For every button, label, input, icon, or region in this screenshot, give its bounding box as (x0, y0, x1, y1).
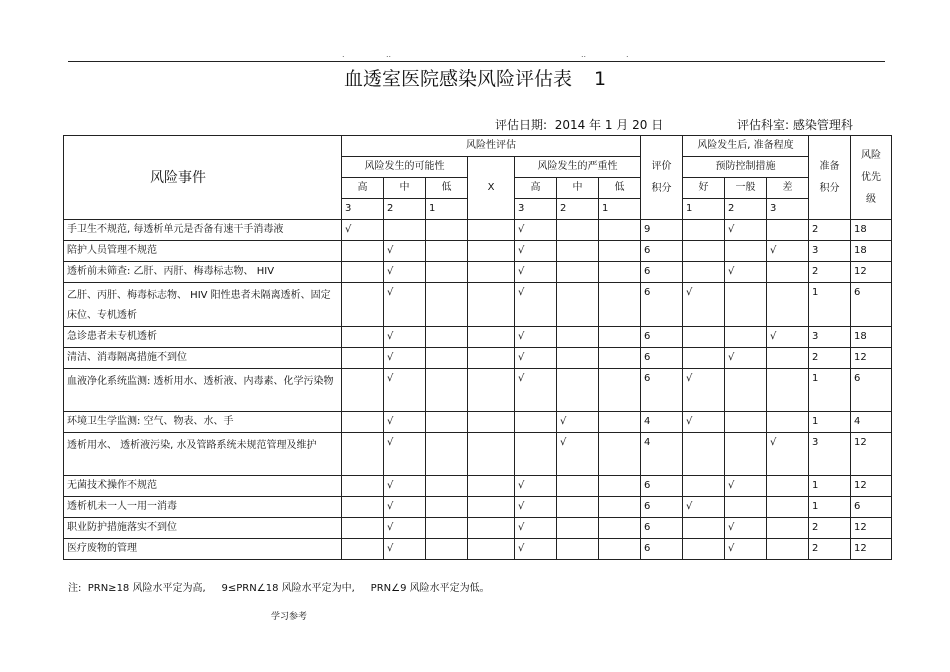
empty-cell (683, 518, 725, 539)
empty-cell (599, 518, 641, 539)
empty-cell (725, 327, 767, 348)
empty-cell (683, 433, 725, 476)
risk-event-cell: 环境卫生学监测: 空气、物表、水、手 (64, 412, 342, 433)
priority-cell: 18 (851, 220, 892, 241)
header-rule (68, 61, 885, 62)
priority-cell: 12 (851, 539, 892, 560)
score-cell: 6 (641, 327, 683, 348)
probability-check: √ (384, 327, 426, 348)
severity-weight-2: 2 (557, 199, 599, 220)
score-cell: 6 (641, 348, 683, 369)
control-weight-3: 3 (767, 199, 809, 220)
control-weight-1: 1 (683, 199, 725, 220)
empty-cell (725, 433, 767, 476)
probability-check: √ (384, 241, 426, 262)
prep-score-cell: 3 (809, 433, 851, 476)
table-row (64, 539, 892, 560)
score-cell: 6 (641, 497, 683, 518)
probability-check: √ (384, 518, 426, 539)
empty-cell (683, 348, 725, 369)
severity-check: √ (515, 476, 557, 497)
empty-cell (468, 476, 515, 497)
table-row (64, 348, 892, 369)
priority-cell: 18 (851, 241, 892, 262)
empty-cell (426, 348, 468, 369)
priority-cell: 4 (851, 412, 892, 433)
priority-cell: 6 (851, 283, 892, 327)
prep-score-cell: 2 (809, 518, 851, 539)
empty-cell (767, 412, 809, 433)
empty-cell (342, 412, 384, 433)
severity-check: √ (515, 369, 557, 412)
control-check: √ (767, 241, 809, 262)
score-header-text: 评价积分 (651, 160, 672, 194)
empty-cell (426, 220, 468, 241)
control-check: √ (725, 518, 767, 539)
empty-cell (599, 539, 641, 560)
severity-check: √ (515, 241, 557, 262)
empty-cell (599, 412, 641, 433)
empty-cell (426, 327, 468, 348)
score-cell: 4 (641, 412, 683, 433)
empty-cell (599, 327, 641, 348)
prep-score-cell: 3 (809, 241, 851, 262)
table-row (64, 369, 892, 412)
risk-event-cell: 急诊患者未专机透析 (64, 327, 342, 348)
priority-cell: 12 (851, 518, 892, 539)
empty-cell (426, 283, 468, 327)
empty-cell (426, 369, 468, 412)
score-cell: 6 (641, 518, 683, 539)
severity-check: √ (557, 412, 599, 433)
prep-score-cell: 1 (809, 412, 851, 433)
empty-cell (426, 476, 468, 497)
prep-score-cell: 1 (809, 476, 851, 497)
control-check: √ (725, 348, 767, 369)
header-mark: .. (386, 50, 392, 59)
probability-check: √ (384, 476, 426, 497)
prep-score-cell: 1 (809, 497, 851, 518)
risk-event-cell: 医疗废物的管理 (64, 539, 342, 560)
control-check: √ (683, 283, 725, 327)
empty-cell (468, 412, 515, 433)
probability-high: 高 (342, 178, 384, 199)
prep-score-cell: 2 (809, 220, 851, 241)
empty-cell (557, 518, 599, 539)
severity-header: 风险发生的严重性 (515, 157, 641, 178)
empty-cell (767, 476, 809, 497)
empty-cell (557, 539, 599, 560)
empty-cell (342, 539, 384, 560)
empty-cell (342, 433, 384, 476)
probability-check: √ (384, 283, 426, 327)
empty-cell (342, 241, 384, 262)
empty-cell (599, 262, 641, 283)
empty-cell (515, 412, 557, 433)
control-good: 好 (683, 178, 725, 199)
empty-cell (725, 369, 767, 412)
empty-cell (767, 283, 809, 327)
severity-mid: 中 (557, 178, 599, 199)
prep-score-cell: 2 (809, 262, 851, 283)
header-mark: .. (581, 50, 587, 59)
empty-cell (468, 220, 515, 241)
probability-mid: 中 (384, 178, 426, 199)
risk-assessment-header: 风险性评估 (342, 136, 641, 157)
control-weight-2: 2 (725, 199, 767, 220)
probability-check: √ (384, 497, 426, 518)
empty-cell (468, 327, 515, 348)
empty-cell (599, 220, 641, 241)
control-poor: 差 (767, 178, 809, 199)
empty-cell (557, 220, 599, 241)
empty-cell (767, 262, 809, 283)
risk-event-cell: 职业防护措施落实不到位 (64, 518, 342, 539)
empty-cell (725, 241, 767, 262)
priority-cell: 12 (851, 262, 892, 283)
empty-cell (557, 369, 599, 412)
empty-cell (342, 518, 384, 539)
risk-event-cell: 透析机未一人一用一消毒 (64, 497, 342, 518)
header-mark: . (626, 50, 629, 59)
assessment-date (495, 117, 663, 133)
control-check: √ (767, 433, 809, 476)
empty-cell (683, 476, 725, 497)
table-row (64, 412, 892, 433)
empty-cell (599, 433, 641, 476)
empty-cell (767, 539, 809, 560)
empty-cell (468, 348, 515, 369)
table-row (64, 433, 892, 476)
prep-score-cell: 1 (809, 369, 851, 412)
empty-cell (468, 497, 515, 518)
control-check: √ (725, 476, 767, 497)
empty-cell (468, 369, 515, 412)
prevention-header: 预防控制措施 (683, 157, 809, 178)
empty-cell (426, 518, 468, 539)
multiply-header: X (468, 157, 515, 220)
empty-cell (767, 369, 809, 412)
empty-cell (767, 497, 809, 518)
probability-check: √ (384, 433, 426, 476)
table-row (64, 262, 892, 283)
probability-check: √ (342, 220, 384, 241)
prep-score-cell: 1 (809, 283, 851, 327)
control-check: √ (767, 327, 809, 348)
severity-check: √ (515, 348, 557, 369)
prep-score-cell: 2 (809, 348, 851, 369)
probability-check: √ (384, 262, 426, 283)
score-cell: 6 (641, 476, 683, 497)
score-cell: 6 (641, 283, 683, 327)
severity-check: √ (515, 518, 557, 539)
header-mark: . (342, 50, 345, 59)
probability-header: 风险发生的可能性 (342, 157, 468, 178)
score-cell: 6 (641, 539, 683, 560)
empty-cell (683, 327, 725, 348)
priority-cell: 12 (851, 433, 892, 476)
empty-cell (557, 283, 599, 327)
control-check: √ (725, 262, 767, 283)
empty-cell (557, 327, 599, 348)
score-header (641, 136, 683, 220)
empty-cell (557, 262, 599, 283)
empty-cell (468, 262, 515, 283)
footer-text: 学习参考 (271, 612, 308, 622)
table-row (64, 327, 892, 348)
table-row (64, 283, 892, 327)
risk-event-cell: 血液净化系统监测: 透析用水、透析液、内毒素、化学污染物 (64, 369, 342, 412)
probability-check: √ (384, 348, 426, 369)
table-row (64, 241, 892, 262)
empty-cell (725, 283, 767, 327)
dept-value: 感染管理科 (792, 118, 853, 132)
prep-score-header-text: 准备积分 (819, 160, 840, 194)
score-cell: 4 (641, 433, 683, 476)
empty-cell (515, 433, 557, 476)
severity-check: √ (515, 220, 557, 241)
score-cell: 6 (641, 262, 683, 283)
severity-weight-1: 1 (599, 199, 641, 220)
empty-cell (468, 241, 515, 262)
risk-assessment-table (63, 135, 892, 560)
empty-cell (683, 241, 725, 262)
risk-event-cell: 乙肝、丙肝、梅毒标志物、 HIV 阳性患者未隔离透析、固定床位、专机透析 (64, 283, 342, 327)
empty-cell (767, 220, 809, 241)
empty-cell (342, 348, 384, 369)
title-text: 血透室医院感染风险评估表 (343, 68, 572, 90)
date-value: 2014 年 1 月 20 日 (554, 118, 664, 132)
score-cell: 6 (641, 369, 683, 412)
empty-cell (599, 241, 641, 262)
control-check: √ (725, 220, 767, 241)
risk-event-cell: 透析前未筛查: 乙肝、丙肝、梅毒标志物、 HIV (64, 262, 342, 283)
risk-event-header: 风险事件 (64, 136, 342, 220)
dept-label: 评估科室: (737, 118, 790, 132)
empty-cell (384, 220, 426, 241)
score-cell: 6 (641, 241, 683, 262)
empty-cell (599, 283, 641, 327)
empty-cell (599, 369, 641, 412)
empty-cell (683, 262, 725, 283)
control-check: √ (683, 412, 725, 433)
risk-event-cell: 手卫生不规范, 每透析单元是否备有速干手消毒液 (64, 220, 342, 241)
prep-score-cell: 3 (809, 327, 851, 348)
priority-cell: 12 (851, 476, 892, 497)
empty-cell (342, 262, 384, 283)
risk-event-cell: 无菌技术操作不规范 (64, 476, 342, 497)
severity-check: √ (557, 433, 599, 476)
priority-cell: 6 (851, 369, 892, 412)
severity-check: √ (515, 539, 557, 560)
empty-cell (342, 369, 384, 412)
severity-check: √ (515, 283, 557, 327)
probability-low: 低 (426, 178, 468, 199)
control-check: √ (683, 369, 725, 412)
empty-cell (468, 283, 515, 327)
empty-cell (426, 497, 468, 518)
empty-cell (599, 476, 641, 497)
priority-header (851, 136, 892, 220)
date-label: 评估日期: (495, 118, 548, 132)
empty-cell (767, 348, 809, 369)
severity-low: 低 (599, 178, 641, 199)
empty-cell (683, 539, 725, 560)
severity-check: √ (515, 327, 557, 348)
empty-cell (557, 348, 599, 369)
empty-cell (342, 476, 384, 497)
probability-weight-2: 2 (384, 199, 426, 220)
probability-check: √ (384, 369, 426, 412)
table-row (64, 220, 892, 241)
empty-cell (426, 412, 468, 433)
table-row (64, 476, 892, 497)
control-check: √ (683, 497, 725, 518)
title-number: 1 (593, 68, 607, 90)
risk-event-cell: 透析用水、 透析液污染, 水及管路系统未规范管理及维护 (64, 433, 342, 476)
table-row (64, 497, 892, 518)
severity-weight-3: 3 (515, 199, 557, 220)
probability-weight-1: 1 (426, 199, 468, 220)
control-check: √ (725, 539, 767, 560)
empty-cell (725, 412, 767, 433)
page-title (0, 66, 950, 92)
risk-event-cell: 陪护人员管理不规范 (64, 241, 342, 262)
severity-check: √ (515, 497, 557, 518)
probability-weight-3: 3 (342, 199, 384, 220)
probability-check: √ (384, 539, 426, 560)
prep-score-cell: 2 (809, 539, 851, 560)
prep-score-header (809, 136, 851, 220)
priority-cell: 12 (851, 348, 892, 369)
priority-cell: 6 (851, 497, 892, 518)
severity-check: √ (515, 262, 557, 283)
empty-cell (342, 497, 384, 518)
empty-cell (767, 518, 809, 539)
after-risk-header: 风险发生后, 准备程度 (683, 136, 809, 157)
table-row (64, 518, 892, 539)
empty-cell (599, 497, 641, 518)
severity-high: 高 (515, 178, 557, 199)
assessment-department (737, 117, 853, 133)
control-normal: 一般 (725, 178, 767, 199)
empty-cell (342, 327, 384, 348)
empty-cell (342, 283, 384, 327)
empty-cell (468, 518, 515, 539)
empty-cell (426, 433, 468, 476)
empty-cell (683, 220, 725, 241)
empty-cell (599, 348, 641, 369)
empty-cell (426, 241, 468, 262)
footnote: 注: PRN≥18 风险水平定为高, 9≤PRN∠18 风险水平定为中, PRN∠9 风险水平定为低。 (68, 583, 490, 594)
empty-cell (557, 497, 599, 518)
empty-cell (426, 539, 468, 560)
empty-cell (468, 539, 515, 560)
empty-cell (725, 497, 767, 518)
empty-cell (468, 433, 515, 476)
priority-cell: 18 (851, 327, 892, 348)
priority-header-text: 风险优先级 (861, 149, 881, 205)
risk-event-cell: 清洁、消毒隔离措施不到位 (64, 348, 342, 369)
probability-check: √ (384, 412, 426, 433)
empty-cell (557, 241, 599, 262)
score-cell: 9 (641, 220, 683, 241)
empty-cell (426, 262, 468, 283)
empty-cell (557, 476, 599, 497)
